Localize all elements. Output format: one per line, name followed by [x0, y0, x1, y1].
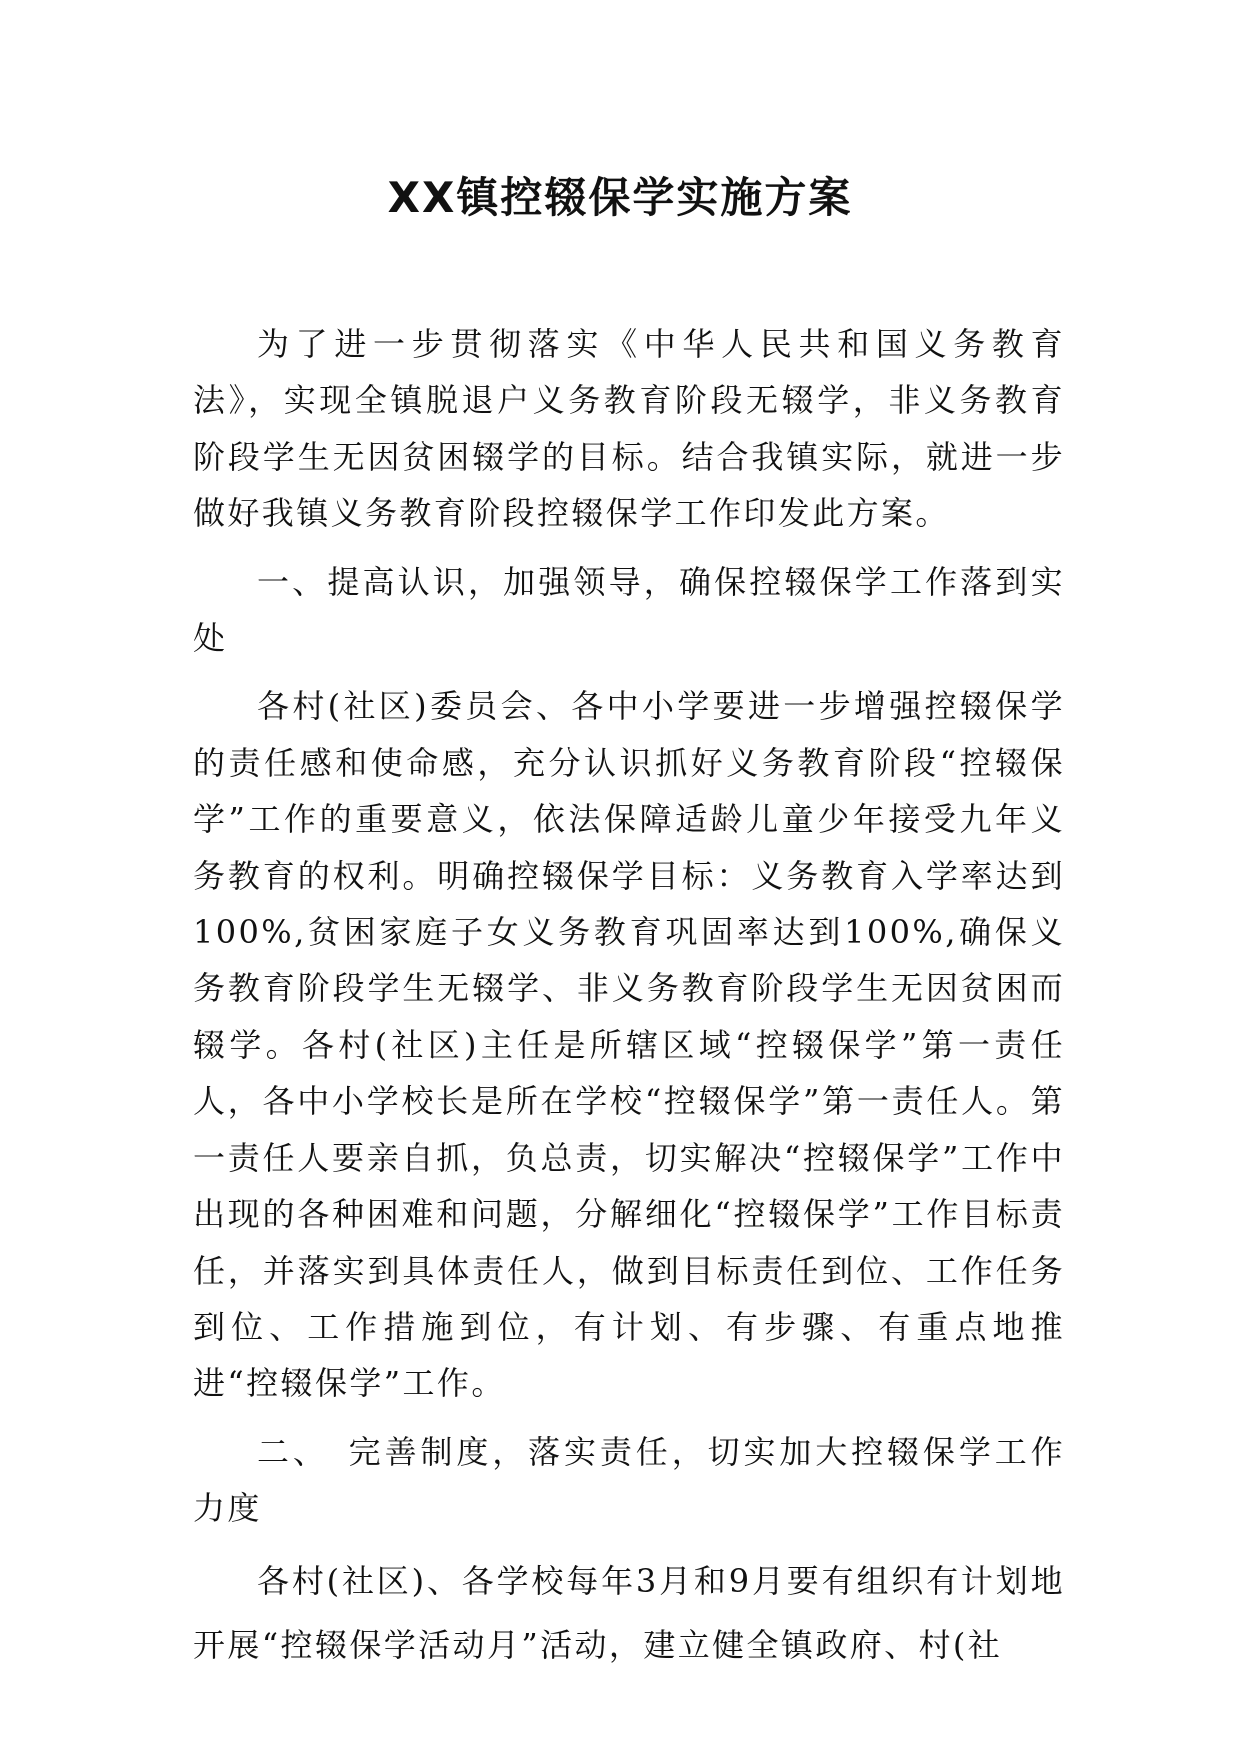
section-heading-1: 一、提高认识，加强领导，确保控辍保学工作落到实处 [193, 562, 1065, 658]
section-2-paragraph: 各村(社区)、各学校每年3月和9月要有组织有计划地开展“控辍保学活动月”活动，建立健全镇政府、村(社 [193, 1561, 1065, 1664]
section-heading-2: 二、 完善制度，落实责任，切实加大控辍保学工作力度 [193, 1432, 1065, 1528]
document-body [193, 316, 1065, 1677]
intro-paragraph: 为了进一步贯彻落实《中华人民共和国义务教育法》，实现全镇脱退户义务教育阶段无辍学，非义务教育阶段学生无因贫困辍学的目标。结合我镇实际，就进一步做好我镇义务教育阶段控辍保学工作印发此方案。 [193, 325, 1065, 533]
section-1-paragraph: 各村(社区)委员会、各中小学要进一步增强控辍保学的责任感和使命感，充分认识抓好义务教育阶段“控辍保学”工作的重要意义，依法保障适龄儿童少年接受九年义务教育的权利。明确控辍保学目标：义务教育入学率达到100%,贫困家庭子女义务教育巩固率达到100%,确保义务教育阶段学生无辍学、非义务教育阶段学生无因贫困而辍学。各村(社区)主任是所辖区域“控辍保学”第一责任人，各中小学校长是所在学校“控辍保学”第一责任人。第一责任人要亲自抓，负总责，切实解决“控辍保学”工作中出现的各种困难和问题，分解细化“控辍保学”工作目标责任，并落实到具体责任人，做到目标责任到位、工作任务到位、工作措施到位，有计划、有步骤、有重点地推进“控辍保学”工作。 [193, 687, 1065, 1403]
document-title: XX镇控辍保学实施方案 [387, 173, 853, 222]
